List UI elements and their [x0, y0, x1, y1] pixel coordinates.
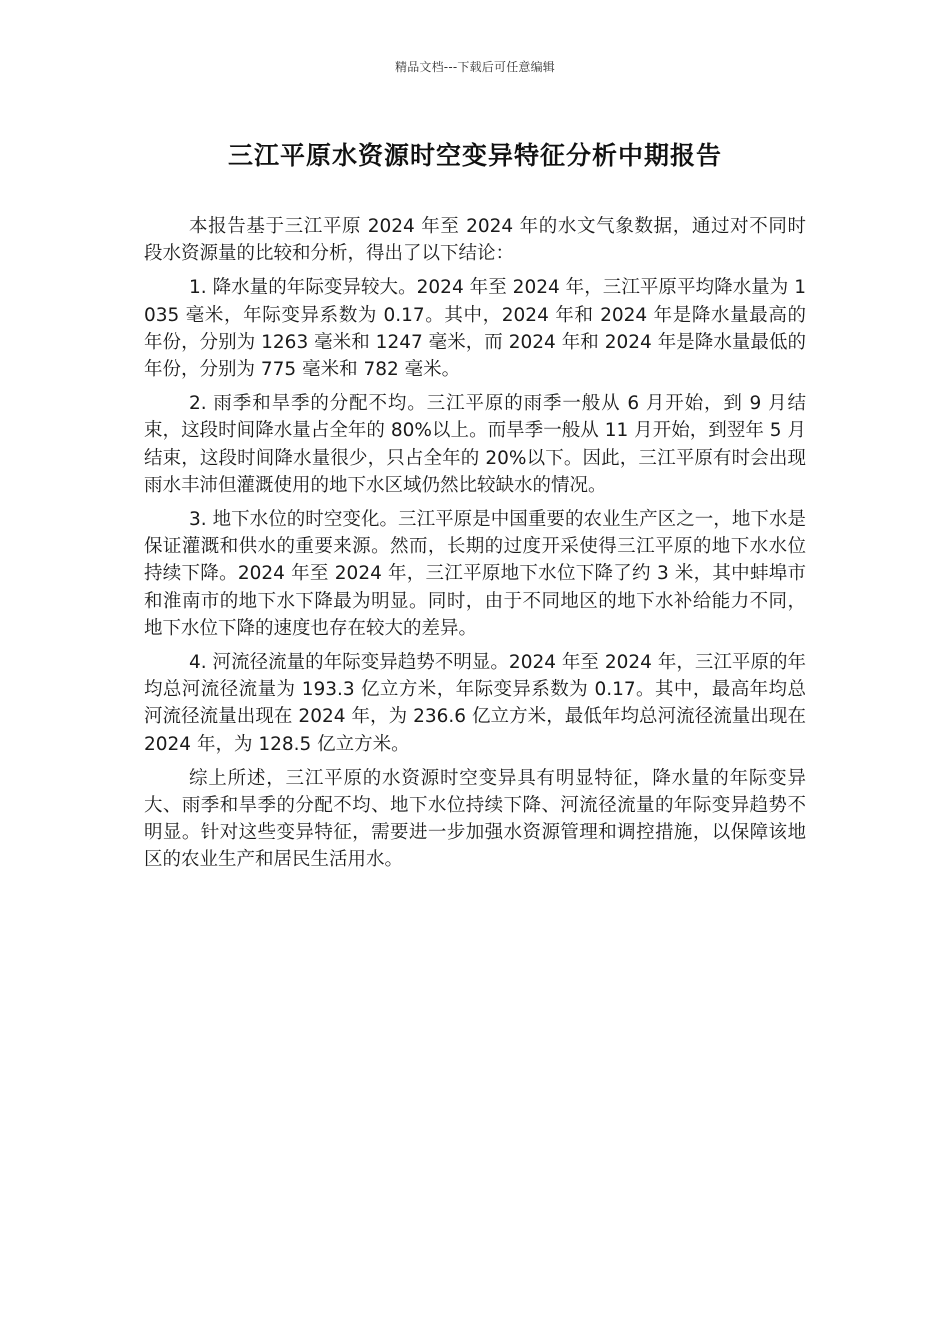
- finding-paragraph-2: 2. 雨季和旱季的分配不均。三江平原的雨季一般从 6 月开始，到 9 月结束，这段时间降水量占全年的 80%以上。而旱季一般从 11 月开始，到翌年 5 月结束，这段时间降水量很少，只占全年的 20%以下。因此，三江平原有时会出现雨水丰沛但灌溉使用的地下水区域仍然比较缺水的情况。: [144, 393, 806, 496]
- conclusion-paragraph: 综上所述，三江平原的水资源时空变异具有明显特征，降水量的年际变异大、雨季和旱季的分配不均、地下水位持续下降、河流径流量的年际变异趋势不明显。针对这些变异特征，需要进一步加强水资源管理和调控措施，以保障该地区的农业生产和居民生活用水。: [144, 767, 806, 871]
- intro-paragraph: 本报告基于三江平原 2024 年至 2024 年的水文气象数据，通过对不同时段水资源量的比较和分析，得出了以下结论：: [144, 216, 806, 265]
- document-title: 三江平原水资源时空变异特征分析中期报告: [227, 141, 722, 170]
- header-note: 精品文档---下载后可任意编辑: [395, 60, 555, 74]
- finding-paragraph-1: 1. 降水量的年际变异较大。2024 年至 2024 年，三江平原平均降水量为 1035 毫米，年际变异系数为 0.17。其中，2024 年和 2024 年是降水量最高的年份，分别为 1263 毫米和 1247 毫米，而 2024 年和 2024 年是降水量最低的年份，分别为 775 毫米和 782 毫米。: [144, 277, 806, 381]
- finding-paragraph-4: 4. 河流径流量的年际变异趋势不明显。2024 年至 2024 年，三江平原的年均总河流径流量为 193.3 亿立方米，年际变异系数为 0.17。其中，最高年均总河流径流量出现在 2024 年，为 236.6 亿立方米，最低年均总河流径流量出现在 2024 年，为 128.5 亿立方米。: [144, 652, 806, 755]
- document-body: [144, 213, 806, 881]
- finding-paragraph-3: 3. 地下水位的时空变化。三江平原是中国重要的农业生产区之一，地下水是保证灌溉和供水的重要来源。然而，长期的过度开采使得三江平原的地下水水位持续下降。2024 年至 2024 年，三江平原地下水位下降了约 3 米，其中蚌埠市和淮南市的地下水下降最为明显。同时，由于不同地区的地下水补给能力不同，地下水位下降的速度也存在较大的差异。: [144, 509, 806, 639]
